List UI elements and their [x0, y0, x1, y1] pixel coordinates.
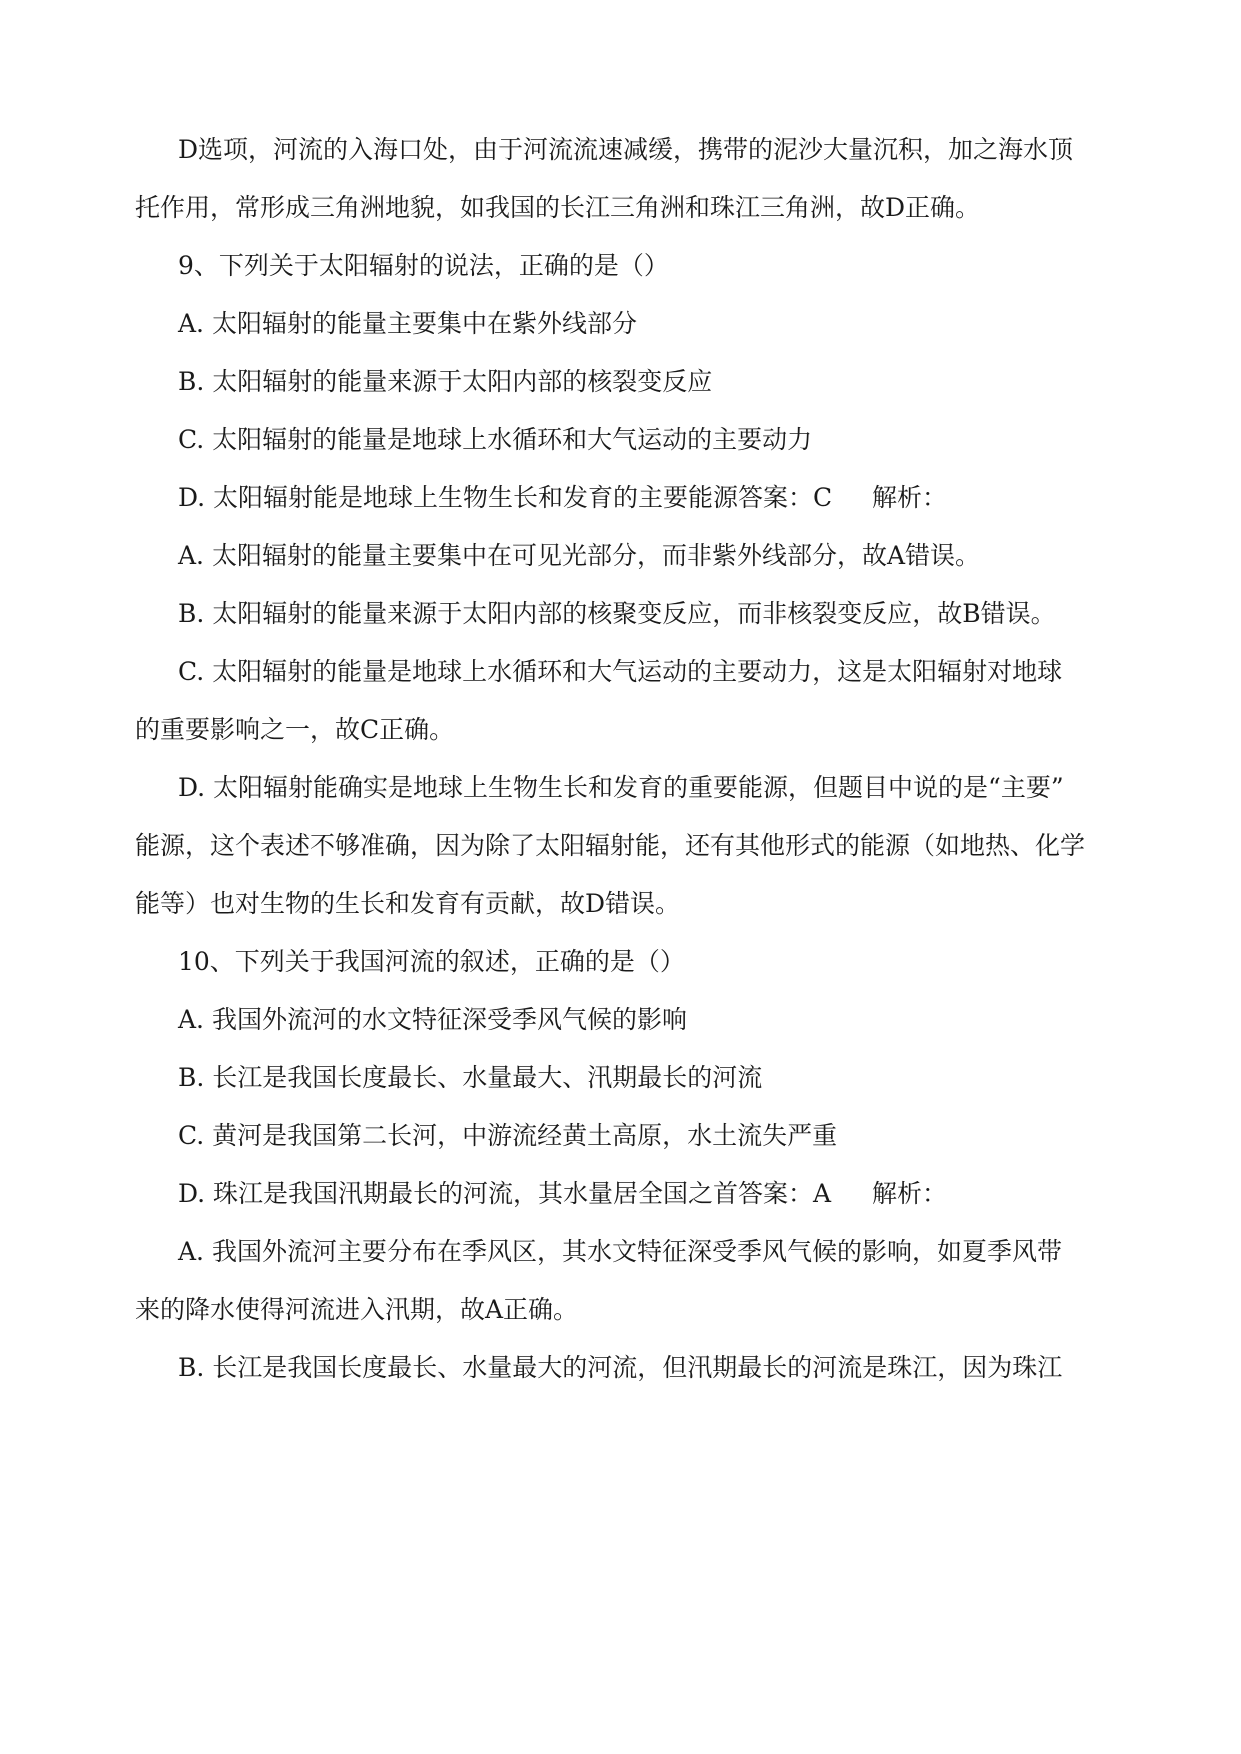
question-10-option-c: C. 黄河是我国第二长河，中游流经黄土高原，水土流失严重: [178, 1121, 838, 1150]
question-9-analysis-label: 解析：: [872, 483, 948, 512]
analysis-line: B. 太阳辐射的能量来源于太阳内部的核聚变反应，而非核裂变反应，故B错误。: [178, 599, 1056, 628]
analysis-line: 能等）也对生物的生长和发育有贡献，故D错误。: [135, 889, 681, 918]
question-10-title: 10、下列关于我国河流的叙述，正确的是（）: [178, 947, 685, 976]
question-9-title: 9、下列关于太阳辐射的说法，正确的是（）: [178, 251, 669, 280]
question-9-option-b: B. 太阳辐射的能量来源于太阳内部的核裂变反应: [178, 367, 713, 396]
analysis-line: C. 太阳辐射的能量是地球上水循环和大气运动的主要动力，这是太阳辐射对地球: [178, 657, 1063, 686]
question-10-option-a: A. 我国外流河的水文特征深受季风气候的影响: [178, 1005, 687, 1034]
question-9-option-c: C. 太阳辐射的能量是地球上水循环和大气运动的主要动力: [178, 425, 813, 454]
analysis-line: D. 太阳辐射能确实是地球上生物生长和发育的重要能源，但题目中说的是“主要”: [178, 773, 1064, 802]
analysis-line: 来的降水使得河流进入汛期，故A正确。: [135, 1295, 579, 1324]
question-10-option-b: B. 长江是我国长度最长、水量最大、汛期最长的河流: [178, 1063, 763, 1092]
analysis-line: A. 太阳辐射的能量主要集中在可见光部分，而非紫外线部分，故A错误。: [178, 541, 981, 570]
question-9-option-d: D. 太阳辐射能是地球上生物生长和发育的主要能源: [178, 483, 739, 512]
question-10-answer: 答案：A: [738, 1179, 832, 1208]
text-line: D选项，河流的入海口处，由于河流流速减缓，携带的泥沙大量沉积，加之海水顶: [178, 135, 1074, 164]
analysis-line: A. 我国外流河主要分布在季风区，其水文特征深受季风气候的影响，如夏季风带: [178, 1237, 1062, 1266]
question-9-option-a: A. 太阳辐射的能量主要集中在紫外线部分: [178, 309, 637, 338]
question-10-analysis-label: 解析：: [872, 1179, 948, 1208]
analysis-line: B. 长江是我国长度最长、水量最大的河流，但汛期最长的河流是珠江，因为珠江: [178, 1353, 1063, 1382]
analysis-line: 能源，这个表述不够准确，因为除了太阳辐射能，还有其他形式的能源（如地热、化学: [135, 831, 1086, 860]
question-9-answer: 答案：C: [738, 483, 833, 512]
question-10-option-d: D. 珠江是我国汛期最长的河流，其水量居全国之首: [178, 1179, 739, 1208]
text-line: 托作用，常形成三角洲地貌，如我国的长江三角洲和珠江三角洲，故D正确。: [135, 193, 981, 222]
analysis-line: 的重要影响之一，故C正确。: [135, 715, 455, 744]
